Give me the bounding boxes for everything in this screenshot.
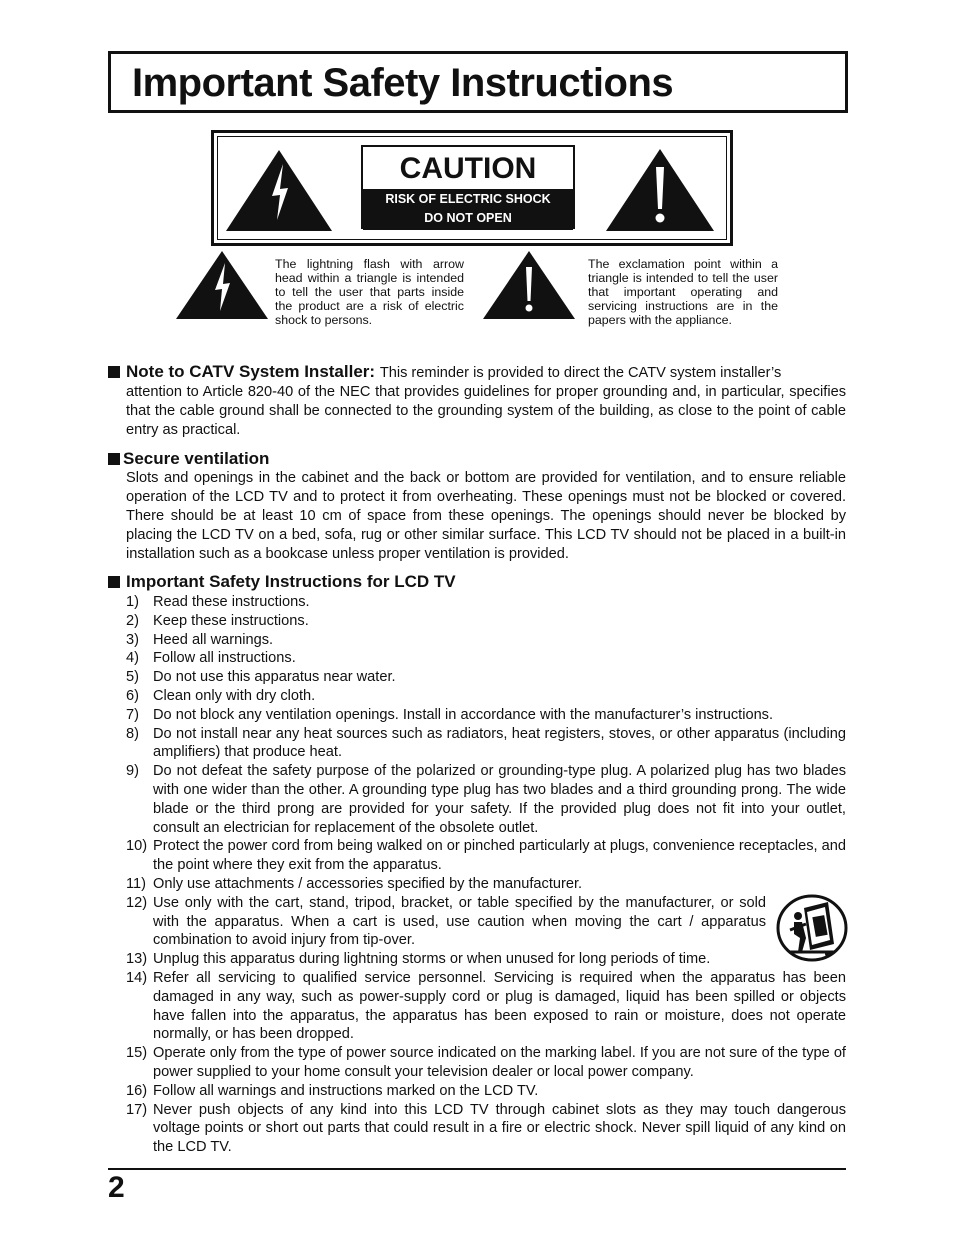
square-bullet-icon	[108, 453, 120, 465]
list-item: 10) Protect the power cord from being walked on or pinched particularly at plugs, convenience receptacles, and the point where they exit from the apparatus.	[126, 838, 846, 874]
square-bullet-icon	[108, 576, 120, 588]
page-title: Important Safety Instructions	[132, 61, 674, 105]
ventilation-body: Slots and openings in the cabinet and the back or bottom are provided for ventilation, and to ensure reliable operation of the LCD TV and to protect it from overheating. These openings must not be blocked or covered. There should be at least 10 cm of space from these openings. The openings should never be blocked by placing the LCD TV on a bed, sofa, rug or other similar surface. This LCD TV should not be placed in a built-in installation such as a bookcase unless proper ventilation is provided.	[126, 470, 846, 562]
list-item: 7) Do not block any ventilation openings. Install in accordance with the manufacturer’s instructions.	[126, 706, 774, 723]
cart-tipover-icon	[776, 894, 848, 962]
caution-word: CAUTION	[399, 152, 537, 185]
list-item: 5) Do not use this apparatus near water.	[126, 669, 396, 686]
square-bullet-icon	[108, 366, 120, 378]
catv-body: attention to Article 820-40 of the NEC that provides guidelines for proper grounding and, in particular, specifies that the cable ground shall be connected to the grounding system of the building, as close to the point of cable entry as practical.	[126, 384, 846, 438]
lightning-symbol-icon	[176, 251, 268, 319]
list-item: 17) Never push objects of any kind into this LCD TV through cabinet slots as they may touch dangerous voltage points or short out parts that could result in a fire or electric shock. Never spill liquid of any kind on the LCD TV.	[126, 1101, 846, 1156]
list-item: 8) Do not install near any heat sources such as radiators, heat registers, stoves, or other apparatus (including amplifiers) that produce heat.	[126, 725, 846, 761]
footer-rule	[108, 1168, 846, 1170]
lcd-heading: Important Safety Instructions for LCD TV	[126, 572, 456, 591]
exclamation-symbol-icon	[483, 251, 575, 319]
list-item: 15) Operate only from the type of power source indicated on the marking label. If you are not sure of the type of power supplied to your home consult your television dealer or local power company.	[126, 1045, 846, 1080]
list-item: 14) Refer all servicing to qualified service personnel. Servicing is required when the apparatus has been damaged in any way, such as power-supply cord or plug is damaged, liquid has been spilled or objects have fallen into the apparatus, the apparatus has been exposed to rain or moisture, does not operate normally, or has been dropped.	[126, 969, 846, 1043]
lightning-warning-icon	[226, 150, 332, 231]
list-item: 6) Clean only with dry cloth.	[126, 687, 316, 704]
exclamation-explanation: The exclamation point within a triangle is intended to tell the user that important operating and servicing instructions are in the papers with the appliance.	[588, 257, 778, 327]
list-item: 11) Only use attachments / accessories specified by the manufacturer.	[126, 875, 583, 892]
list-item: 12) Use only with the cart, stand, tripod, bracket, or table specified by the manufacturer, or sold with the apparatus. When a cart is used, use caution when moving the cart / apparatus combination to avoid injury from tip-over.	[126, 894, 766, 949]
exclamation-warning-icon	[606, 149, 714, 231]
safety-list	[126, 593, 846, 1157]
lightning-explanation: The lightning flash with arrow head within a triangle is intended to tell the user that parts inside the product are a risk of electric shock to persons.	[275, 257, 464, 327]
caution-label	[361, 145, 575, 229]
title-box	[108, 51, 848, 113]
list-item: 1) Read these instructions.	[126, 594, 310, 610]
lcd-section	[108, 572, 846, 592]
catv-heading: Note to CATV System Installer:	[126, 362, 376, 381]
catv-lead: This reminder is provided to direct the CATV system installer’s	[379, 365, 782, 381]
caution-line-2: DO NOT OPEN	[424, 211, 512, 225]
list-item: 13) Unplug this apparatus during lightning storms or when unused for long periods of time.	[126, 951, 711, 968]
list-item: 16) Follow all warnings and instructions marked on the LCD TV.	[126, 1082, 539, 1099]
list-item: 9) Do not defeat the safety purpose of the polarized or grounding-type plug. A polarized plug has two blades with one wider than the other. A grounding type plug has two blades and a third grounding prong. The wide blade or the third prong are provided for your safety. If the provided plug does not fit into your outlet, consult an electrician for replacement of the obsolete outlet.	[126, 763, 846, 836]
list-item: 3) Heed all warnings.	[126, 631, 274, 648]
list-item: 2) Keep these instructions.	[126, 612, 309, 629]
list-item: 4) Follow all instructions.	[126, 650, 296, 667]
caution-line-1: RISK OF ELECTRIC SHOCK	[385, 192, 551, 206]
page-number: 2	[108, 1171, 125, 1204]
ventilation-heading: Secure ventilation	[123, 449, 270, 468]
catv-section	[108, 362, 846, 440]
ventilation-section	[108, 449, 846, 564]
caution-band	[363, 189, 573, 230]
